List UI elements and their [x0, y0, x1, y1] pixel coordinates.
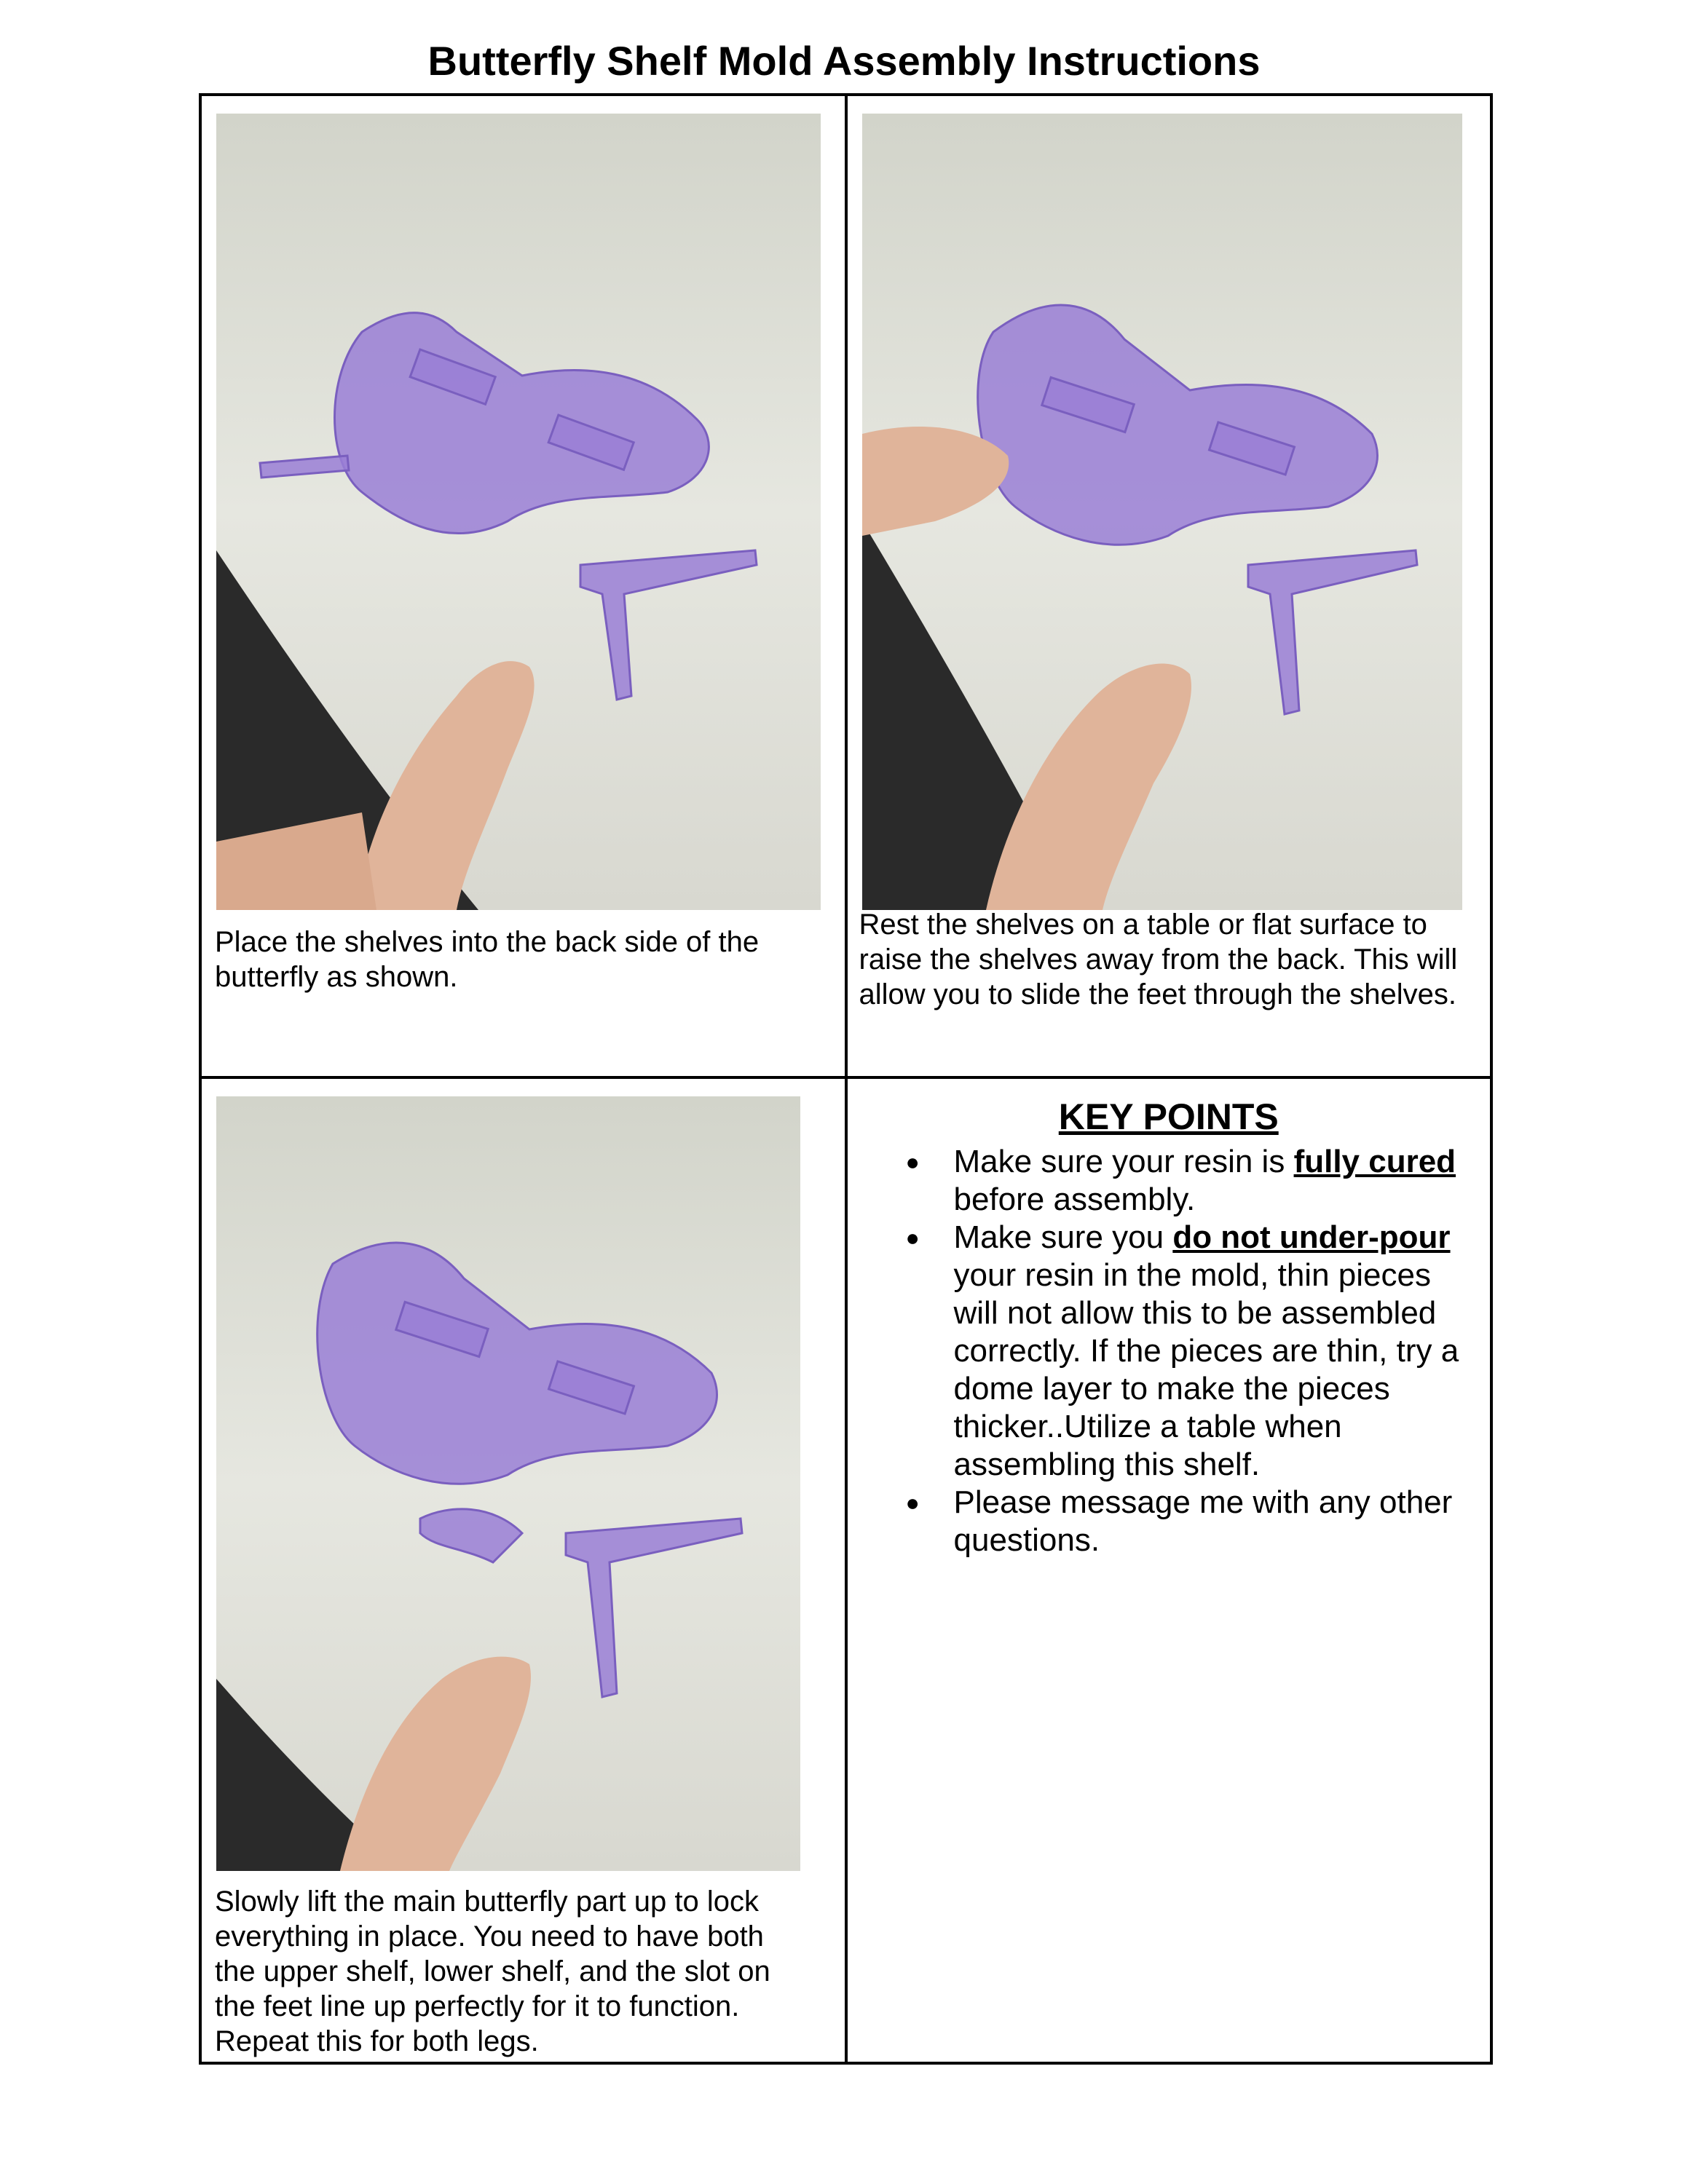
page-title: Butterfly Shelf Mold Assembly Instructions [427, 38, 1261, 84]
key-points-cell [846, 1077, 1492, 2063]
key-point-text: Make sure your resin is [953, 1144, 1294, 1179]
key-point-emphasis: fully cured [1293, 1144, 1456, 1179]
step-3-caption: Slowly lift the main butterfly part up to lock everything in place. You need to have both the upper shelf, lower shelf, and the slot on the feet line up perfectly for it to function. Repeat this for both legs. [215, 1886, 770, 2057]
bullet-icon: ● [905, 1149, 920, 1175]
step-3-photo [216, 1096, 800, 1871]
key-point-emphasis: do not under-pour [1172, 1219, 1451, 1255]
step-1-caption: Place the shelves into the back side of the butterfly as shown. [215, 926, 760, 993]
key-point-item [896, 1484, 1471, 1559]
key-point-text: Please message me with any other questions. [953, 1484, 1453, 1558]
key-point-text: Make sure you [953, 1219, 1173, 1255]
key-points-heading: KEY POINTS [1058, 1096, 1279, 1137]
step-2-photo [862, 114, 1462, 910]
key-point-item [896, 1219, 1471, 1484]
bullet-icon: ● [905, 1224, 920, 1251]
key-point-text: before assembly. [953, 1182, 1196, 1217]
key-point-item [896, 1143, 1471, 1219]
step-2-caption: Rest the shelves on a table or flat surface to raise the shelves away from the back. This will allow you to slide the feet through the shelves. [859, 909, 1458, 1010]
step-cell-3 [200, 1077, 846, 2063]
step-cell-1 [200, 95, 846, 1077]
instruction-grid [199, 93, 1493, 2065]
step-cell-2 [846, 95, 1492, 1077]
key-points-list [896, 1143, 1471, 1559]
step-1-photo [216, 114, 821, 910]
bullet-icon: ● [905, 1489, 920, 1516]
key-point-text: your resin in the mold, thin pieces will not allow this to be assembled correctly. If the pieces are thin, try a dome layer to make the pieces thicker..Utilize a table when assembling this shelf. [953, 1257, 1459, 1482]
